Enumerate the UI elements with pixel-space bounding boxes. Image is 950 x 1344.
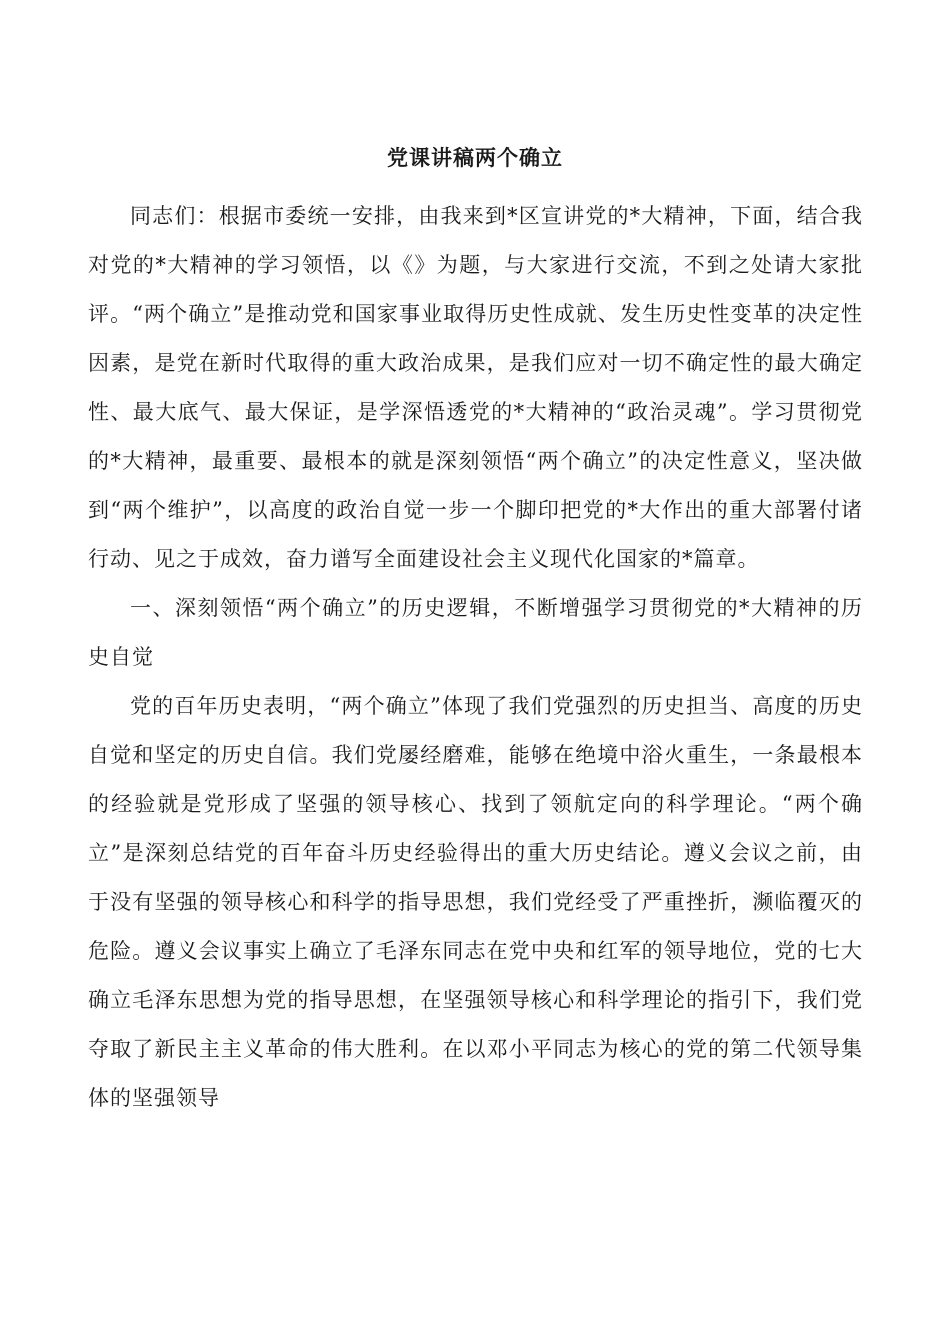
paragraph-intro: 同志们：根据市委统一安排，由我来到*区宣讲党的*大精神，下面，结合我对党的*大精神的学习领悟，以《》为题，与大家进行交流，不到之处请大家批评。“两个确立”是推动党和国家事业取得历史性成就、发生历史性变革的决定性因素，是党在新时代取得的重大政治成果，是我们应对一切不确定性的最大确定性、最大底气、最大保证，是学深悟透党的*大精神的“政治灵魂”。学习贯彻党的*大精神，最重要、最根本的就是深刻领悟“两个确立”的决定性意义，坚决做到“两个维护”，以高度的政治自觉一步一个脚印把党的*大作出的重大部署付诸行动、见之于成效，奋力谱写全面建设社会主义现代化国家的*篇章。 (88, 204, 863, 571)
document-body (88, 192, 863, 1123)
paragraph-history: 党的百年历史表明，“两个确立”体现了我们党强烈的历史担当、高度的历史自觉和坚定的历史自信。我们党屡经磨难，能够在绝境中浴火重生，一条最根本的经验就是党形成了坚强的领导核心、找到了领航定向的科学理论。“两个确立”是深刻总结党的百年奋斗历史经验得出的重大历史结论。遵义会议之前，由于没有坚强的领导核心和科学的指导思想，我们党经受了严重挫折，濒临覆灭的危险。遵义会议事实上确立了毛泽东同志在党中央和红军的领导地位，党的七大确立毛泽东思想为党的指导思想，在坚强领导核心和科学理论的指引下，我们党夺取了新民主主义革命的伟大胜利。在以邓小平同志为核心的党的第二代领导集体的坚强领导 (88, 694, 863, 1110)
section-heading-1: 一、深刻领悟“两个确立”的历史逻辑，不断增强学习贯彻党的*大精神的历史自觉 (88, 596, 863, 669)
document-title: 党课讲稿两个确立 (387, 146, 563, 170)
